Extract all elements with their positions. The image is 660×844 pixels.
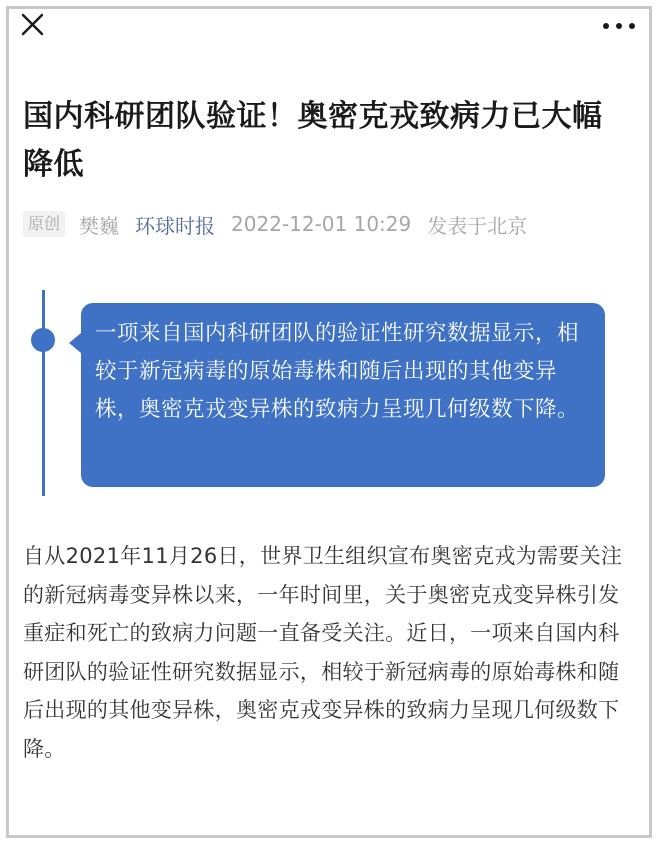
close-icon xyxy=(15,9,49,43)
summary-callout xyxy=(81,303,605,487)
article-meta xyxy=(23,209,527,239)
original-tag: 原创 xyxy=(23,211,65,237)
article-body: 自从2021年11月26日，世界卫生组织宣布奥密克戎为需要关注的新冠病毒变异株以来，一年时间里，关于奥密克戎变异株引发重症和死亡的致病力问题一直备受关注。近日，一项来自国内科研团队的验证性研究数据显示，相较于新冠病毒的原始毒株和随后出现的其他变异株，奥密克戎变异株的致病力呈现几何级数下降。 xyxy=(23,544,623,761)
source-link[interactable]: 环球时报 xyxy=(135,213,216,238)
summary-text: 一项来自国内科研团队的验证性研究数据显示，相较于新冠病毒的原始毒株和随后出现的其他变异株，奥密克戎变异株的致病力呈现几何级数下降。 xyxy=(95,321,580,422)
close-button[interactable] xyxy=(15,9,49,43)
author-name: 樊巍 xyxy=(79,213,120,238)
quote-timeline-dot xyxy=(31,328,55,352)
quote-timeline-line xyxy=(42,290,45,496)
more-dots-icon xyxy=(599,13,639,39)
article-title: 国内科研团队验证！奥密克戎致病力已大幅降低 xyxy=(23,99,603,182)
top-bar xyxy=(9,9,649,53)
publish-location: 发表于北京 xyxy=(427,213,528,238)
publish-datetime: 2022-12-01 10:29 xyxy=(231,212,412,236)
more-button[interactable] xyxy=(599,13,639,39)
article-page xyxy=(6,6,652,838)
